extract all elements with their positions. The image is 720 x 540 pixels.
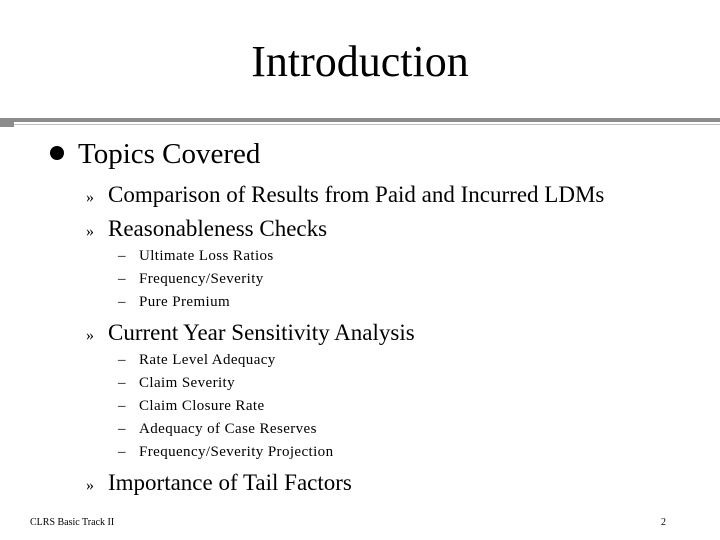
sub-list-item: – Claim Closure Rate bbox=[118, 398, 265, 414]
list-item: » Importance of Tail Factors bbox=[86, 470, 352, 495]
title-divider bbox=[0, 118, 720, 130]
sub-list-item: – Adequacy of Case Reserves bbox=[118, 421, 317, 437]
dash-bullet-icon: – bbox=[118, 375, 126, 391]
chevron-bullet-icon: » bbox=[86, 477, 94, 494]
chevron-bullet-icon: » bbox=[86, 189, 94, 206]
sub-list-item: – Rate Level Adequacy bbox=[118, 352, 276, 368]
topic-heading bbox=[50, 138, 260, 171]
sub-list-item: – Frequency/Severity Projection bbox=[118, 444, 334, 460]
round-bullet-icon bbox=[50, 146, 64, 160]
topic-label: Topics Covered bbox=[78, 138, 261, 170]
slide-title: Introduction bbox=[251, 37, 469, 86]
chevron-bullet-icon: » bbox=[86, 327, 94, 344]
footer-text: CLRS Basic Track II bbox=[30, 517, 115, 528]
sub-list-item: – Claim Severity bbox=[118, 375, 236, 391]
sub-list-item: – Ultimate Loss Ratios bbox=[118, 248, 274, 264]
list-item: » Current Year Sensitivity Analysis bbox=[86, 320, 415, 345]
list-item: » Reasonableness Checks bbox=[86, 216, 328, 241]
dash-bullet-icon: – bbox=[118, 421, 126, 437]
chevron-bullet-icon: » bbox=[86, 223, 94, 240]
dash-bullet-icon: – bbox=[118, 271, 126, 287]
dash-bullet-icon: – bbox=[118, 352, 126, 368]
dash-bullet-icon: – bbox=[118, 248, 126, 264]
dash-bullet-icon: – bbox=[118, 294, 126, 310]
sub-list-item: – Pure Premium bbox=[118, 294, 231, 310]
dash-bullet-icon: – bbox=[118, 398, 126, 414]
sub-list-item: – Frequency/Severity bbox=[118, 271, 264, 287]
dash-bullet-icon: – bbox=[118, 444, 126, 460]
page-number: 2 bbox=[661, 517, 666, 528]
list-item: » Comparison of Results from Paid and Incurred LDMs bbox=[86, 182, 605, 207]
